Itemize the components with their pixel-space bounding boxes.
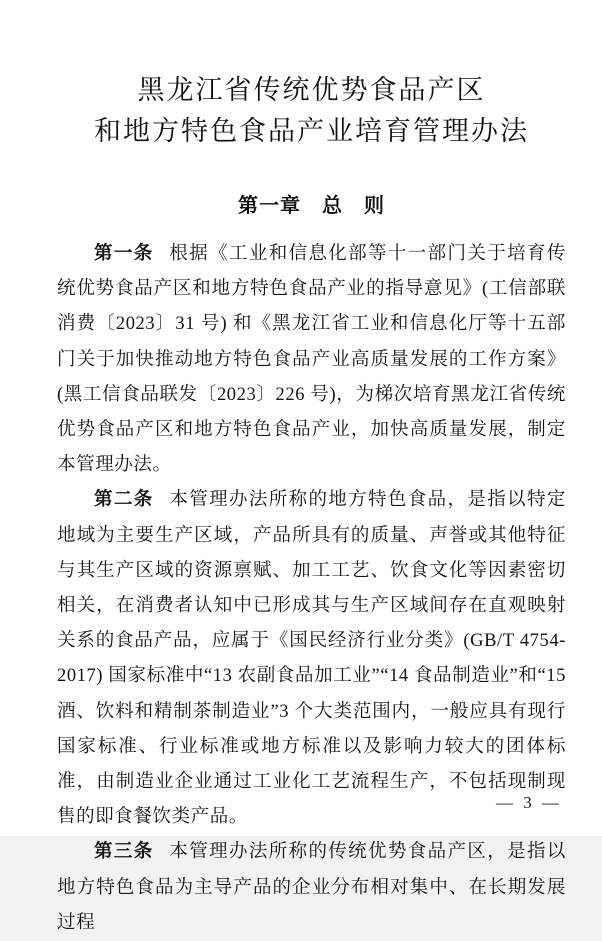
chapter-heading: 第一章 总 则: [238, 195, 385, 217]
article-paragraph-1: [57, 237, 566, 483]
page-number: — 3 —: [496, 793, 562, 812]
article-2-label: 第二条: [94, 490, 154, 511]
document-body: [57, 237, 566, 941]
document-content: [57, 0, 566, 941]
article-3-text: 本管理办法所称的传统优势食品产区，是指以地方特色食品为主导产品的企业分布相对集中、在长期发展过程: [57, 842, 566, 933]
title-line-1: 黑龙江省传统优势食品产区: [137, 75, 486, 105]
document-title: [57, 70, 566, 152]
article-paragraph-3: [57, 835, 566, 941]
article-1-text: 根据《工业和信息化部等十一部门关于培育传统优势食品产区和地方特色食品产业的指导意见》(工信部联消费〔2023〕31 号) 和《黑龙江省工业和信息化厅等十五部门关于加快推动地方特色食品产业高质量发展的工作方案》(黑工信食品联发〔2023〕226 号)，为梯次培育黑龙江省传统优势食品产区和地方特色食品产业，加快高质量发展，制定本管理办法。: [57, 244, 566, 476]
title-line-2: 和地方特色食品产业培育管理办法: [94, 116, 529, 146]
article-2-text: 本管理办法所称的地方特色食品，是指以特定地域为主要生产区域，产品所具有的质量、声誉或其他特征与其生产区域的资源禀赋、加工工艺、饮食文化等因素密切相关，在消费者认知中已形成其与生产区域间存在直观映射关系的食品产品，应属于《国民经济行业分类》(GB/T 4754-2017) 国家标准中“13 农副食品加工业”“14 食品制造业”和“15 酒、饮料和精制茶制造业”3 个大类范围内，一般应具有现行国家标准、行业标准或地方标准以及影响力较大的团体标准，由制造业企业通过工业化工艺流程生产，不包括现制现售的即食餐饮类产品。: [57, 490, 566, 828]
article-3-label: 第三条: [94, 842, 154, 863]
article-paragraph-2: [57, 483, 566, 835]
article-1-label: 第一条: [94, 244, 154, 264]
